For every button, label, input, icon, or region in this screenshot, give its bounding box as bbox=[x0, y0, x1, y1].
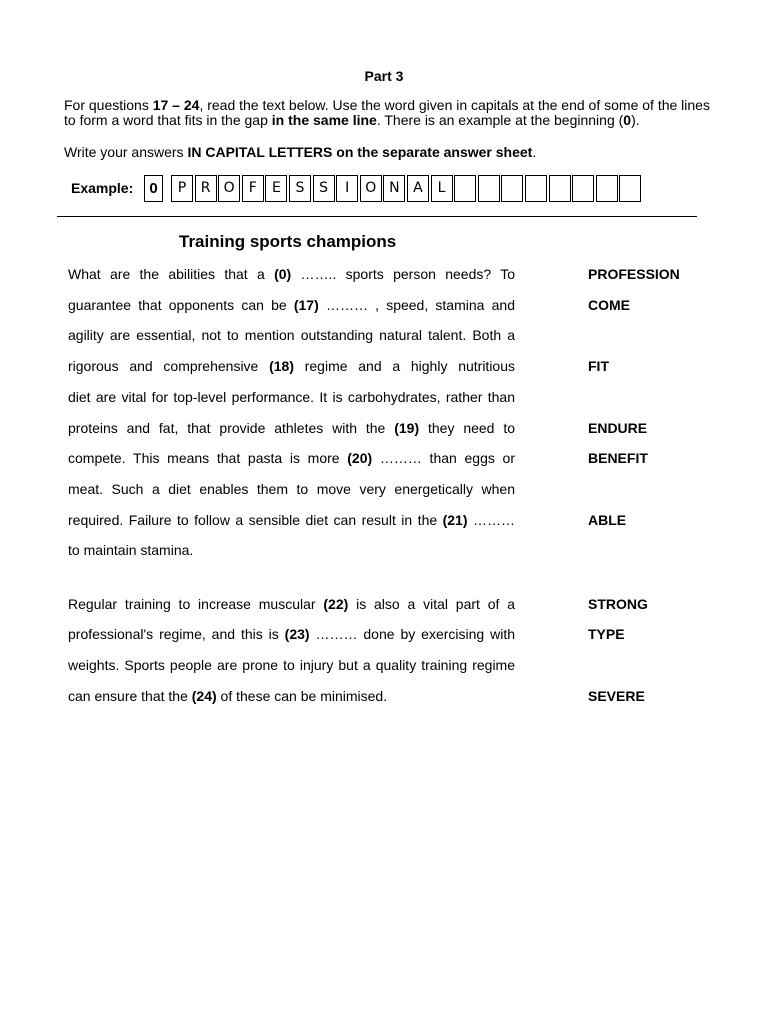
instruction-text: . bbox=[532, 144, 537, 160]
letter-box bbox=[454, 175, 476, 202]
letter-box: S bbox=[289, 175, 311, 202]
text-segment: proteins and fat, that provide athletes with the bbox=[68, 420, 395, 436]
text-line bbox=[68, 511, 515, 529]
text-segment: agility are essential, not to mention outstanding natural talent. Both a bbox=[68, 327, 515, 343]
gap-number: (22) bbox=[323, 596, 349, 612]
gap-number: (23) bbox=[284, 626, 310, 642]
gap-number: (19) bbox=[394, 420, 420, 436]
keyword: TYPE bbox=[588, 626, 625, 642]
text-segment: ……… done by exercising with bbox=[309, 626, 515, 642]
text-title: Training sports champions bbox=[179, 232, 397, 251]
letter-box bbox=[572, 175, 594, 202]
keyword: ENDURE bbox=[588, 420, 648, 436]
letter-box: P bbox=[171, 175, 193, 202]
text-line bbox=[68, 625, 515, 643]
answer-instructions bbox=[64, 145, 714, 160]
instruction-text: ). bbox=[631, 112, 640, 128]
gap-number: (18) bbox=[269, 358, 294, 374]
text-segment: …….. sports person needs? To bbox=[291, 266, 515, 282]
example-number-ref: 0 bbox=[623, 112, 632, 128]
text-line bbox=[68, 656, 515, 674]
text-line bbox=[68, 296, 515, 314]
text-line bbox=[68, 449, 515, 467]
instruction-emphasis: IN CAPITAL LETTERS on the separate answer sheet bbox=[187, 144, 533, 160]
text-segment: is also a vital part of a bbox=[348, 596, 515, 612]
text-segment: guarantee that opponents can be bbox=[68, 297, 294, 313]
letter-box: F bbox=[242, 175, 264, 202]
text-segment: weights. Sports people are prone to injury but a quality training regime bbox=[68, 657, 515, 673]
text-segment: ……… , speed, stamina and bbox=[318, 297, 515, 313]
text-line bbox=[68, 480, 515, 498]
keyword: FIT bbox=[588, 358, 609, 374]
letter-box: S bbox=[313, 175, 335, 202]
example-letter-boxes bbox=[171, 175, 643, 202]
text-line bbox=[68, 388, 515, 406]
text-line bbox=[68, 265, 515, 283]
text-segment: ……… than eggs or bbox=[372, 450, 515, 466]
question-range: 17 – 24 bbox=[152, 97, 200, 113]
example-label: Example: bbox=[71, 180, 134, 196]
letter-box bbox=[549, 175, 571, 202]
text-line bbox=[68, 357, 515, 375]
letter-box: N bbox=[383, 175, 405, 202]
text-segment: ……… bbox=[467, 512, 515, 528]
keyword: SEVERE bbox=[588, 688, 645, 704]
text-segment: they need to bbox=[419, 420, 516, 436]
letter-box: L bbox=[431, 175, 453, 202]
text-segment: required. Failure to follow a sensible diet can result in the bbox=[68, 512, 443, 528]
letter-box: A bbox=[407, 175, 429, 202]
instruction-text: , read the text below. Use the word given in capitals at the end of some of the lines to form a word that fits in the gap bbox=[64, 97, 710, 128]
text-segment: What are the abilities that a bbox=[68, 266, 275, 282]
instruction-emphasis: in the same line bbox=[271, 112, 377, 128]
instruction-text: Write your answers bbox=[64, 144, 188, 160]
gap-number: (20) bbox=[347, 450, 373, 466]
letter-box bbox=[619, 175, 641, 202]
text-line bbox=[68, 541, 515, 559]
text-segment: of these can be minimised. bbox=[216, 688, 388, 704]
gap-number: (0) bbox=[274, 266, 292, 282]
instruction-text: . There is an example at the beginning ( bbox=[376, 112, 624, 128]
letter-box: I bbox=[336, 175, 358, 202]
text-segment: Regular training to increase muscular bbox=[68, 596, 324, 612]
keyword: STRONG bbox=[588, 596, 648, 612]
keyword: ABLE bbox=[588, 512, 627, 528]
text-segment: meat. Such a diet enables them to move very energetically when bbox=[68, 481, 515, 497]
keyword: COME bbox=[588, 297, 630, 313]
text-line bbox=[68, 326, 515, 344]
gap-number: (24) bbox=[191, 688, 217, 704]
letter-box: R bbox=[195, 175, 217, 202]
text-segment: regime and a highly nutritious bbox=[294, 358, 515, 374]
letter-box bbox=[525, 175, 547, 202]
letter-box bbox=[596, 175, 618, 202]
instructions bbox=[64, 98, 714, 128]
text-line bbox=[68, 687, 515, 705]
instruction-text: For questions bbox=[64, 97, 153, 113]
keyword: PROFESSION bbox=[588, 266, 680, 282]
keyword: BENEFIT bbox=[588, 450, 648, 466]
text-segment: can ensure that the bbox=[68, 688, 192, 704]
text-line bbox=[68, 595, 515, 613]
text-segment: rigorous and comprehensive bbox=[68, 358, 270, 374]
divider-line bbox=[57, 216, 697, 217]
letter-box: E bbox=[265, 175, 287, 202]
text-segment: to maintain stamina. bbox=[68, 542, 194, 558]
text-line bbox=[68, 419, 515, 437]
text-segment: professional's regime, and this is bbox=[68, 626, 285, 642]
gap-number: (21) bbox=[442, 512, 468, 528]
gap-number: (17) bbox=[293, 297, 319, 313]
text-segment: diet are vital for top-level performance. It is carbohydrates, rather than bbox=[68, 389, 515, 405]
text-segment: compete. This means that pasta is more bbox=[68, 450, 348, 466]
letter-box: O bbox=[360, 175, 382, 202]
letter-box bbox=[478, 175, 500, 202]
part-title: Part 3 bbox=[364, 68, 404, 84]
example-number-box: 0 bbox=[144, 175, 163, 202]
letter-box bbox=[501, 175, 523, 202]
letter-box: O bbox=[218, 175, 240, 202]
